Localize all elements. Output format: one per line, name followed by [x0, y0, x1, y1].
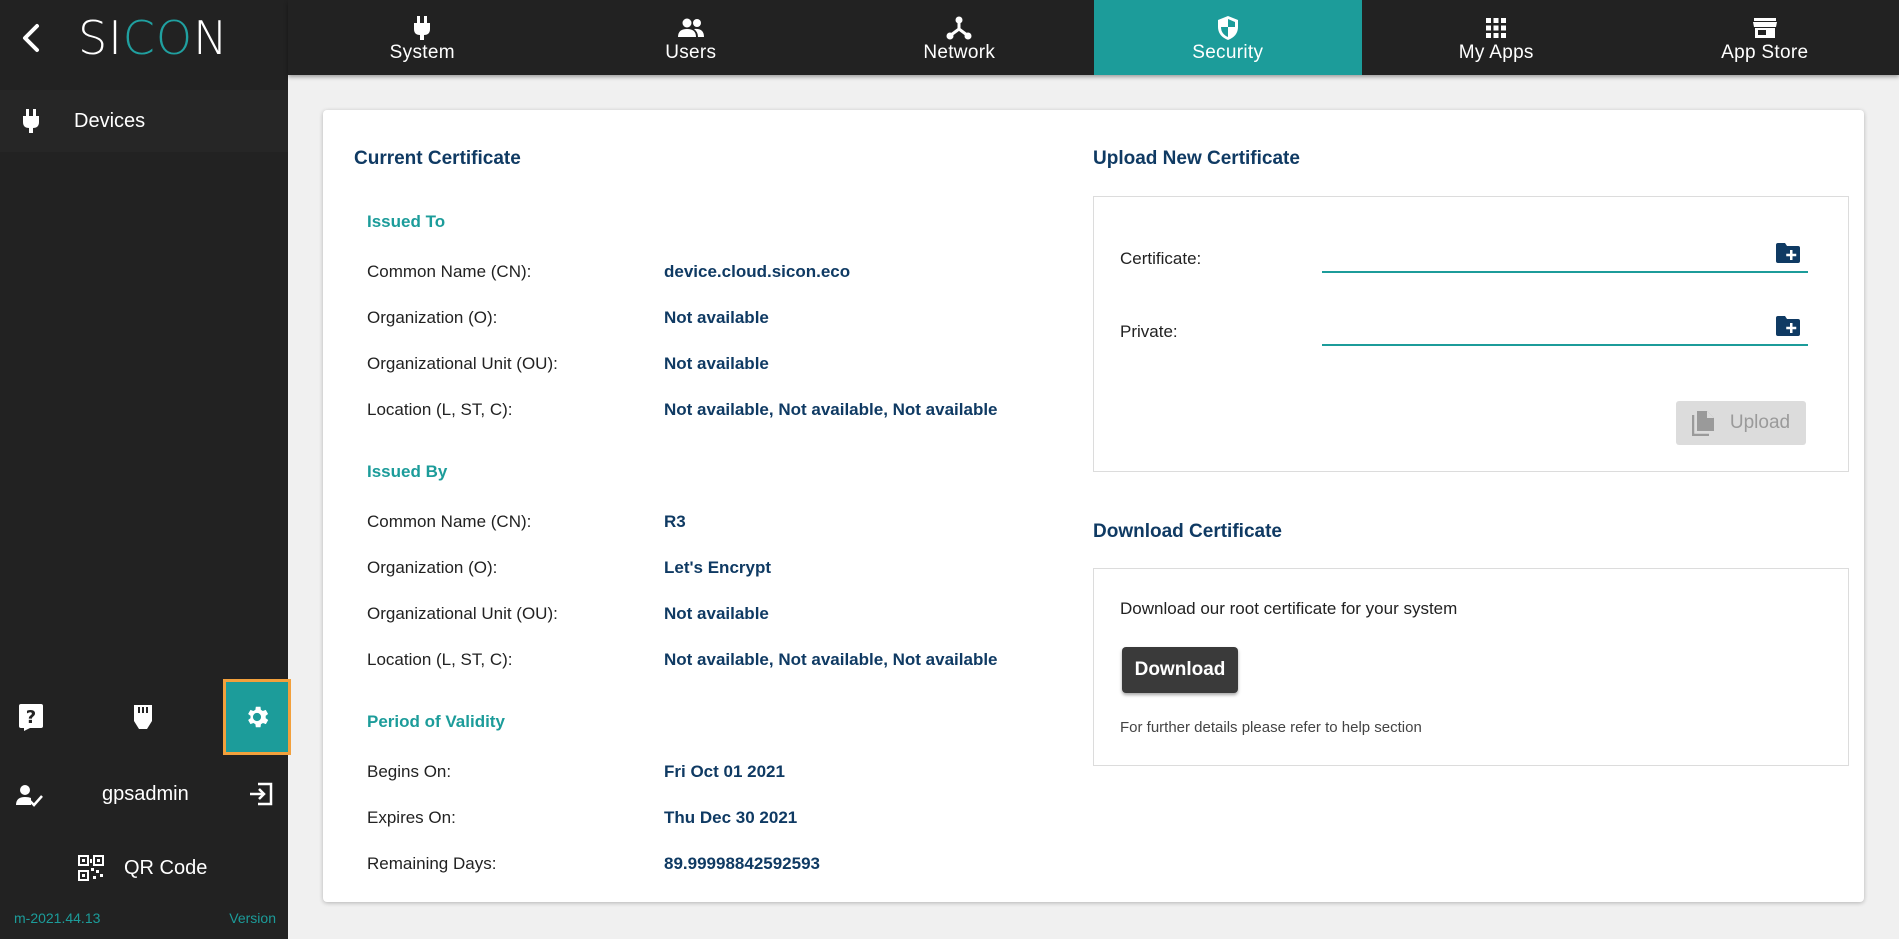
logout-icon [248, 781, 274, 807]
tab-app-store[interactable] [1631, 0, 1899, 75]
chevron-left-icon [20, 23, 42, 53]
issued-to-location-value: Not available, Not available, Not available [664, 400, 998, 419]
sidebar-item-devices[interactable] [0, 90, 288, 152]
expires-on-value: Thu Dec 30 2021 [664, 808, 798, 827]
tab-users[interactable] [557, 0, 826, 75]
tab-network[interactable] [825, 0, 1094, 75]
issued-to-cn-value: device.cloud.sicon.eco [664, 262, 851, 281]
qr-code-icon [78, 855, 104, 881]
plug-icon [16, 109, 46, 133]
current-certificate-title: Current Certificate [354, 148, 521, 169]
issued-by-cn-label: Common Name (CN): [367, 512, 532, 531]
tab-label: System [389, 41, 455, 63]
qr-code-label: QR Code [124, 856, 208, 879]
issued-to-location-label: Location (L, ST, C): [367, 400, 513, 419]
users-icon [677, 16, 705, 40]
tab-system[interactable] [288, 0, 557, 75]
back-button[interactable] [14, 18, 48, 58]
begins-on-value: Fri Oct 01 2021 [664, 762, 785, 781]
settings-button[interactable] [226, 682, 288, 752]
help-button[interactable] [0, 682, 62, 752]
network-icon [946, 16, 972, 40]
issued-by-o-value: Let's Encrypt [664, 558, 772, 577]
upload-certificate-title: Upload New Certificate [1093, 148, 1300, 169]
certificate-browse-button[interactable] [1774, 239, 1802, 267]
download-panel [1093, 568, 1849, 766]
issued-to-o-value: Not available [664, 308, 769, 327]
user-check-icon [16, 783, 44, 812]
sidebar [0, 0, 288, 939]
validity-title: Period of Validity [367, 712, 505, 731]
shield-icon [1216, 16, 1240, 40]
tab-label: My Apps [1458, 41, 1534, 63]
version-value: m-2021.44.13 [14, 910, 101, 926]
version-label: Version [229, 910, 276, 926]
remaining-days-label: Remaining Days: [367, 854, 497, 873]
ethernet-button[interactable] [112, 682, 174, 752]
svg-text:?: ? [25, 707, 37, 728]
private-key-file-input[interactable] [1322, 306, 1808, 346]
tab-label: Security [1192, 41, 1264, 63]
remaining-days-value: 89.99998842592593 [664, 854, 820, 873]
username: gpsadmin [102, 783, 189, 805]
download-button[interactable]: Download [1122, 647, 1238, 693]
plug-icon [413, 16, 431, 40]
private-key-browse-button[interactable] [1774, 312, 1802, 340]
user-row [0, 775, 288, 815]
sidebar-bottom-actions [0, 680, 288, 754]
copy-file-icon [1692, 410, 1716, 436]
tab-security[interactable] [1094, 0, 1363, 75]
certificate-field-label: Certificate: [1120, 249, 1202, 268]
tab-label: App Store [1721, 41, 1809, 63]
folder-plus-icon [1775, 315, 1801, 337]
issued-to-cn-label: Common Name (CN): [367, 262, 532, 281]
gear-icon [243, 703, 271, 731]
download-description: Download our root certificate for your system [1120, 599, 1458, 618]
upload-button-label: Upload [1729, 412, 1791, 433]
help-icon [18, 703, 44, 731]
logout-button[interactable] [248, 781, 274, 812]
folder-plus-icon [1775, 242, 1801, 264]
issued-by-title: Issued By [367, 462, 448, 481]
store-icon [1752, 16, 1778, 40]
security-card [323, 110, 1864, 902]
issued-to-title: Issued To [367, 212, 446, 231]
upload-panel [1093, 196, 1849, 472]
version-info [14, 910, 276, 926]
sidebar-item-label: Devices [74, 109, 146, 132]
private-field-label: Private: [1120, 322, 1178, 341]
qr-code-button[interactable] [78, 850, 207, 886]
issued-to-ou-label: Organizational Unit (OU): [367, 354, 558, 373]
expires-on-label: Expires On: [367, 808, 456, 827]
issued-to-ou-value: Not available [664, 354, 769, 373]
begins-on-label: Begins On: [367, 762, 452, 781]
issued-by-location-label: Location (L, ST, C): [367, 650, 513, 669]
issued-by-ou-value: Not available [664, 604, 769, 623]
issued-to-o-label: Organization (O): [367, 308, 498, 327]
issued-by-cn-value: R3 [664, 512, 686, 531]
help-hint: For further details please refer to help section [1120, 719, 1422, 736]
issued-by-ou-label: Organizational Unit (OU): [367, 604, 558, 623]
sicon-logo: SICON [78, 11, 229, 65]
ethernet-icon [132, 703, 154, 731]
issued-by-location-value: Not available, Not available, Not available [664, 650, 998, 669]
tab-label: Network [923, 41, 996, 63]
issued-by-o-label: Organization (O): [367, 558, 498, 577]
top-navigation [288, 0, 1899, 75]
tab-label: Users [665, 41, 717, 63]
tab-my-apps[interactable] [1362, 0, 1631, 75]
certificate-file-input[interactable] [1322, 233, 1808, 273]
upload-button[interactable] [1676, 401, 1806, 445]
download-certificate-title: Download Certificate [1093, 521, 1282, 542]
grid-icon [1485, 16, 1507, 40]
